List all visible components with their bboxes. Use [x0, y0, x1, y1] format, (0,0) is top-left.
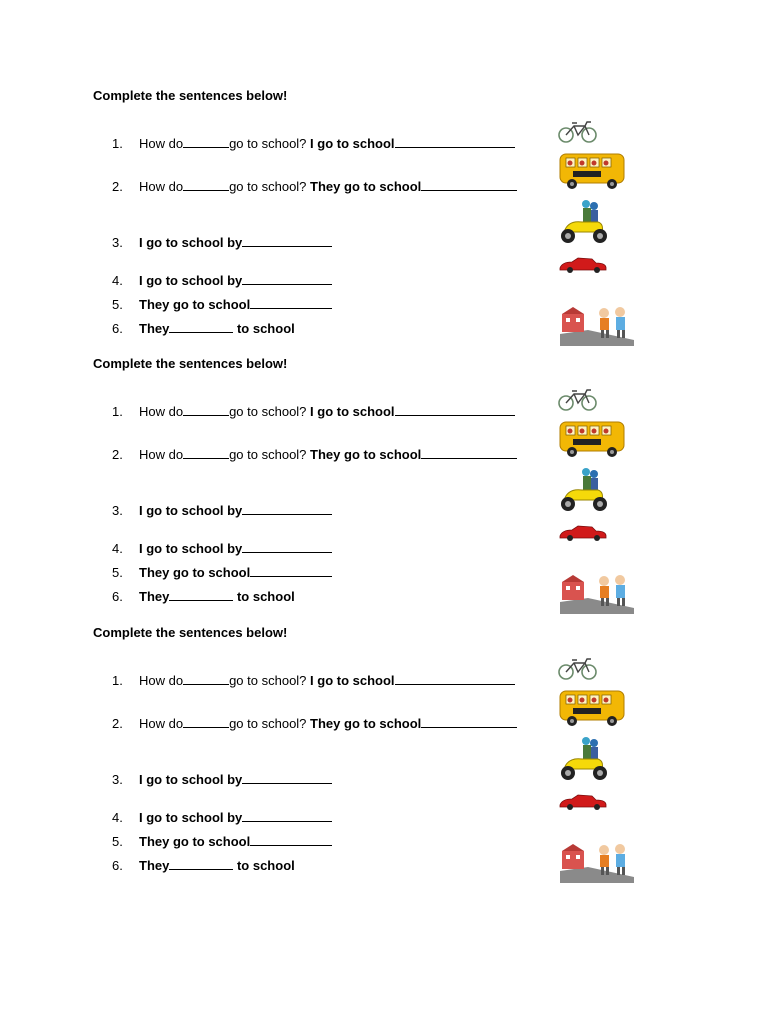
answer-blank[interactable] [421, 179, 517, 191]
sentence-bold-text: I go to school by [139, 503, 243, 518]
scooter-riders-icon [558, 198, 610, 246]
sentence-bold-text: I go to school by [139, 235, 243, 250]
sentence-bold-text: to school [236, 858, 295, 873]
answer-blank[interactable] [183, 404, 229, 416]
sentence-text: go to school? [229, 404, 307, 419]
item-number: 3. [112, 772, 123, 787]
sentence-bold-text: I go to school [310, 136, 395, 151]
sentence-bold-text: They go to school [310, 447, 422, 462]
bicycle-icon [558, 657, 598, 681]
answer-blank[interactable] [421, 447, 517, 459]
sentence-bold-text: I go to school by [139, 772, 243, 787]
sentence-3 [112, 772, 332, 788]
sentence-2 [112, 716, 517, 732]
sentence-bold-text: They go to school [139, 297, 251, 312]
item-number: 2. [112, 447, 123, 462]
section-heading: Complete the sentences below! [93, 88, 288, 103]
item-number: 4. [112, 541, 123, 556]
sentence-bold-text: I go to school [310, 673, 395, 688]
answer-blank[interactable] [242, 772, 332, 784]
sentence-text: How do [139, 716, 184, 731]
sentence-1 [112, 404, 515, 420]
item-number: 4. [112, 810, 123, 825]
school-bus-icon [557, 150, 627, 192]
sentence-bold-text: They go to school [310, 716, 422, 731]
sentence-text: How do [139, 404, 184, 419]
item-number: 3. [112, 235, 123, 250]
answer-blank[interactable] [183, 136, 229, 148]
sentence-text: How do [139, 136, 184, 151]
item-number: 4. [112, 273, 123, 288]
sentence-bold-text: I go to school by [139, 541, 243, 556]
sentence-5 [112, 834, 332, 850]
scooter-riders-icon [558, 466, 610, 514]
kids-walking-to-school-icon [558, 841, 636, 883]
answer-blank[interactable] [242, 503, 332, 515]
item-number: 5. [112, 834, 123, 849]
sentence-1 [112, 673, 515, 689]
sentence-bold-text: They [139, 589, 170, 604]
sentence-bold-text: They go to school [310, 179, 422, 194]
sentence-text: go to school? [229, 673, 307, 688]
sentence-text: How do [139, 447, 184, 462]
answer-blank[interactable] [169, 858, 233, 870]
item-number: 3. [112, 503, 123, 518]
answer-blank[interactable] [395, 136, 515, 148]
sentence-bold-text: They [139, 321, 170, 336]
sentence-3 [112, 235, 332, 251]
sentence-bold-text: They go to school [139, 565, 251, 580]
school-bus-icon [557, 418, 627, 460]
sentence-text: go to school? [229, 716, 307, 731]
answer-blank[interactable] [395, 404, 515, 416]
sentence-4 [112, 810, 332, 826]
answer-blank[interactable] [183, 179, 229, 191]
item-number: 6. [112, 321, 123, 336]
sentence-text: go to school? [229, 447, 307, 462]
item-number: 6. [112, 858, 123, 873]
sentence-text: How do [139, 179, 184, 194]
section-heading: Complete the sentences below! [93, 356, 288, 371]
answer-blank[interactable] [250, 834, 332, 846]
exercise-section-1 [0, 0, 768, 336]
bicycle-icon [558, 120, 598, 144]
sentence-text: How do [139, 673, 184, 688]
answer-blank[interactable] [183, 447, 229, 459]
school-bus-icon [557, 687, 627, 729]
item-number: 5. [112, 565, 123, 580]
sentence-bold-text: to school [236, 321, 295, 336]
sentence-2 [112, 179, 517, 195]
sentence-bold-text: They [139, 858, 170, 873]
item-number: 5. [112, 297, 123, 312]
section-heading: Complete the sentences below! [93, 625, 288, 640]
answer-blank[interactable] [421, 716, 517, 728]
answer-blank[interactable] [183, 716, 229, 728]
item-number: 1. [112, 673, 123, 688]
answer-blank[interactable] [395, 673, 515, 685]
answer-blank[interactable] [242, 810, 332, 822]
sentence-text: go to school? [229, 136, 307, 151]
exercise-section-3 [0, 537, 768, 873]
sentence-bold-text: I go to school by [139, 810, 243, 825]
item-number: 2. [112, 179, 123, 194]
sentence-bold-text: I go to school by [139, 273, 243, 288]
answer-blank[interactable] [183, 673, 229, 685]
red-car-icon [558, 793, 608, 811]
sentence-bold-text: to school [236, 589, 295, 604]
sentence-text: go to school? [229, 179, 307, 194]
sentence-3 [112, 503, 332, 519]
sentence-bold-text: They go to school [139, 834, 251, 849]
item-number: 2. [112, 716, 123, 731]
sentence-6 [112, 858, 295, 874]
sentence-2 [112, 447, 517, 463]
item-number: 1. [112, 136, 123, 151]
item-number: 1. [112, 404, 123, 419]
sentence-bold-text: I go to school [310, 404, 395, 419]
scooter-riders-icon [558, 735, 610, 783]
bicycle-icon [558, 388, 598, 412]
item-number: 6. [112, 589, 123, 604]
exercise-section-2 [0, 268, 768, 604]
answer-blank[interactable] [242, 235, 332, 247]
sentence-1 [112, 136, 515, 152]
